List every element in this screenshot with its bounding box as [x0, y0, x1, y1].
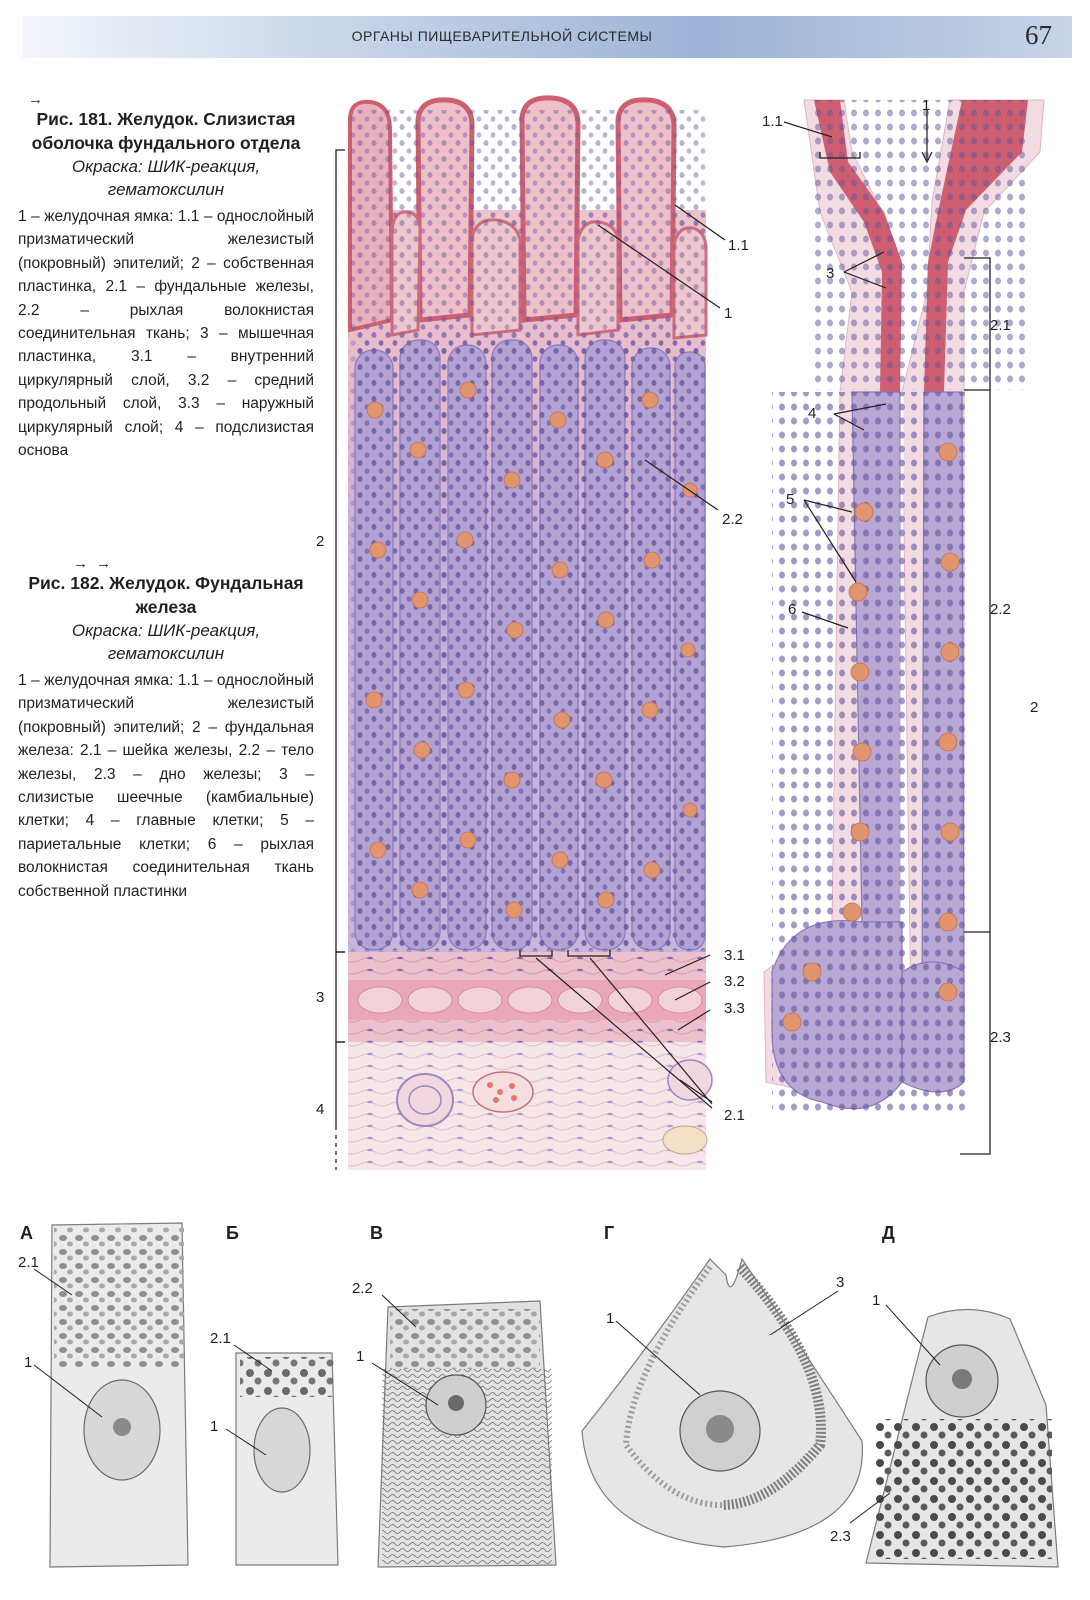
figure-181-stain: Окраска: ШИК-реакция, гематоксилин: [71, 157, 261, 199]
cell-D-label-1: 1: [872, 1292, 881, 1309]
cell-letter-G: Г: [604, 1223, 615, 1243]
cell-B-label-1: 1: [210, 1418, 219, 1435]
gland-label-2-2: 2.2: [990, 601, 1011, 618]
cell-V-label-2-2: 2.2: [352, 1280, 373, 1297]
cell-A-label-1: 1: [24, 1354, 33, 1371]
gland-label-1-1: 1.1: [762, 113, 783, 130]
figure-181-title: Рис. 181. Желудок. Слизистая оболочка фундального отдела: [31, 109, 301, 153]
gland-label-3: 3: [826, 265, 835, 282]
figure-182-stain: Окраска: ШИК-реакция, гематоксилин: [71, 621, 261, 663]
gland-label-6: 6: [788, 601, 797, 618]
label-3-3: 3.3: [724, 1000, 745, 1017]
cell-G-label-3: 3: [836, 1274, 845, 1291]
label-3: 3: [316, 989, 325, 1006]
label-3-1: 3.1: [724, 947, 745, 964]
running-title: ОРГАНЫ ПИЩЕВАРИТЕЛЬНОЙ СИСТЕМЫ: [351, 28, 653, 44]
page-header: [22, 16, 1072, 58]
gastric-pits: [350, 98, 706, 340]
figure-182-title: Рис. 182. Желудок. Фундальная железа: [28, 573, 304, 617]
fundic-glands: [355, 340, 705, 950]
mucosa-drawing: [300, 90, 770, 1190]
label-1: 1: [724, 305, 733, 322]
gland-label-1: 1: [922, 97, 931, 114]
label-4: 4: [316, 1101, 325, 1118]
figure-182-illustration: [752, 92, 1072, 1172]
arrow-mark: → →: [73, 555, 114, 572]
cell-A-label-2-1: 2.1: [18, 1254, 39, 1271]
label-2: 2: [316, 533, 325, 550]
cell-B-label-2-1: 2.1: [210, 1330, 231, 1347]
gland-label-5: 5: [786, 491, 795, 508]
muscularis-mucosae: [348, 952, 706, 1042]
label-1-1: 1.1: [728, 237, 749, 254]
figure-182-caption: [18, 556, 314, 903]
cell-letter-A: А: [20, 1223, 33, 1243]
figure-181-caption: [18, 92, 314, 462]
page-number: 67: [1025, 20, 1052, 50]
label-2-1: 2.1: [724, 1107, 745, 1124]
fundic-gland-drawing: [752, 92, 1072, 1172]
gland-label-2: 2: [1030, 699, 1039, 716]
figure-181-illustration: [300, 90, 770, 1190]
cell-drawings-svg: [10, 1205, 1080, 1595]
gland-label-2-3: 2.3: [990, 1029, 1011, 1046]
figure-182-legend: 1 – желудочная ямка: 1.1 – однослойный призматический железистый (покровный) эпителий; 2 – фундальная железа: 2.1 – шейка железы, 2.2 – тело железы, 2.3 – дно железы; 3 – слизистые шеечные (камбиальные) клетки; 4 – главные клетки; 5 – париетальные клетки; 6 – рыхлая волокнистая соединительная ткань собственной пластинки: [18, 672, 314, 900]
cell-letter-B: Б: [226, 1223, 239, 1243]
cell-letter-V: В: [370, 1223, 383, 1243]
cell-D-label-2-3: 2.3: [830, 1528, 851, 1545]
cell-V-label-1: 1: [356, 1348, 365, 1365]
gland-label-2-1: 2.1: [990, 317, 1011, 334]
cell-G-label-1: 1: [606, 1310, 615, 1327]
figure-181-legend: 1 – желудочная ямка: 1.1 – однослойный призматический железистый (покровный) эпителий; 2 – собственная пластинка, 2.1 – фундальные железы, 2.2 – рыхлая волокнистая соединительная ткань; 3 – мышечная пластинка, 3.1 – внутренний циркулярный слой, 3.2 – средний продольный слой, 3.3 – наружный циркулярный слой; 4 – подслизистая основа: [18, 208, 314, 460]
cell-drawings: [10, 1205, 1080, 1595]
gland-label-4: 4: [808, 405, 817, 422]
label-2-2: 2.2: [722, 511, 743, 528]
label-3-2: 3.2: [724, 973, 745, 990]
cell-letter-D: Д: [882, 1223, 895, 1243]
arrow-mark: →: [28, 91, 45, 108]
